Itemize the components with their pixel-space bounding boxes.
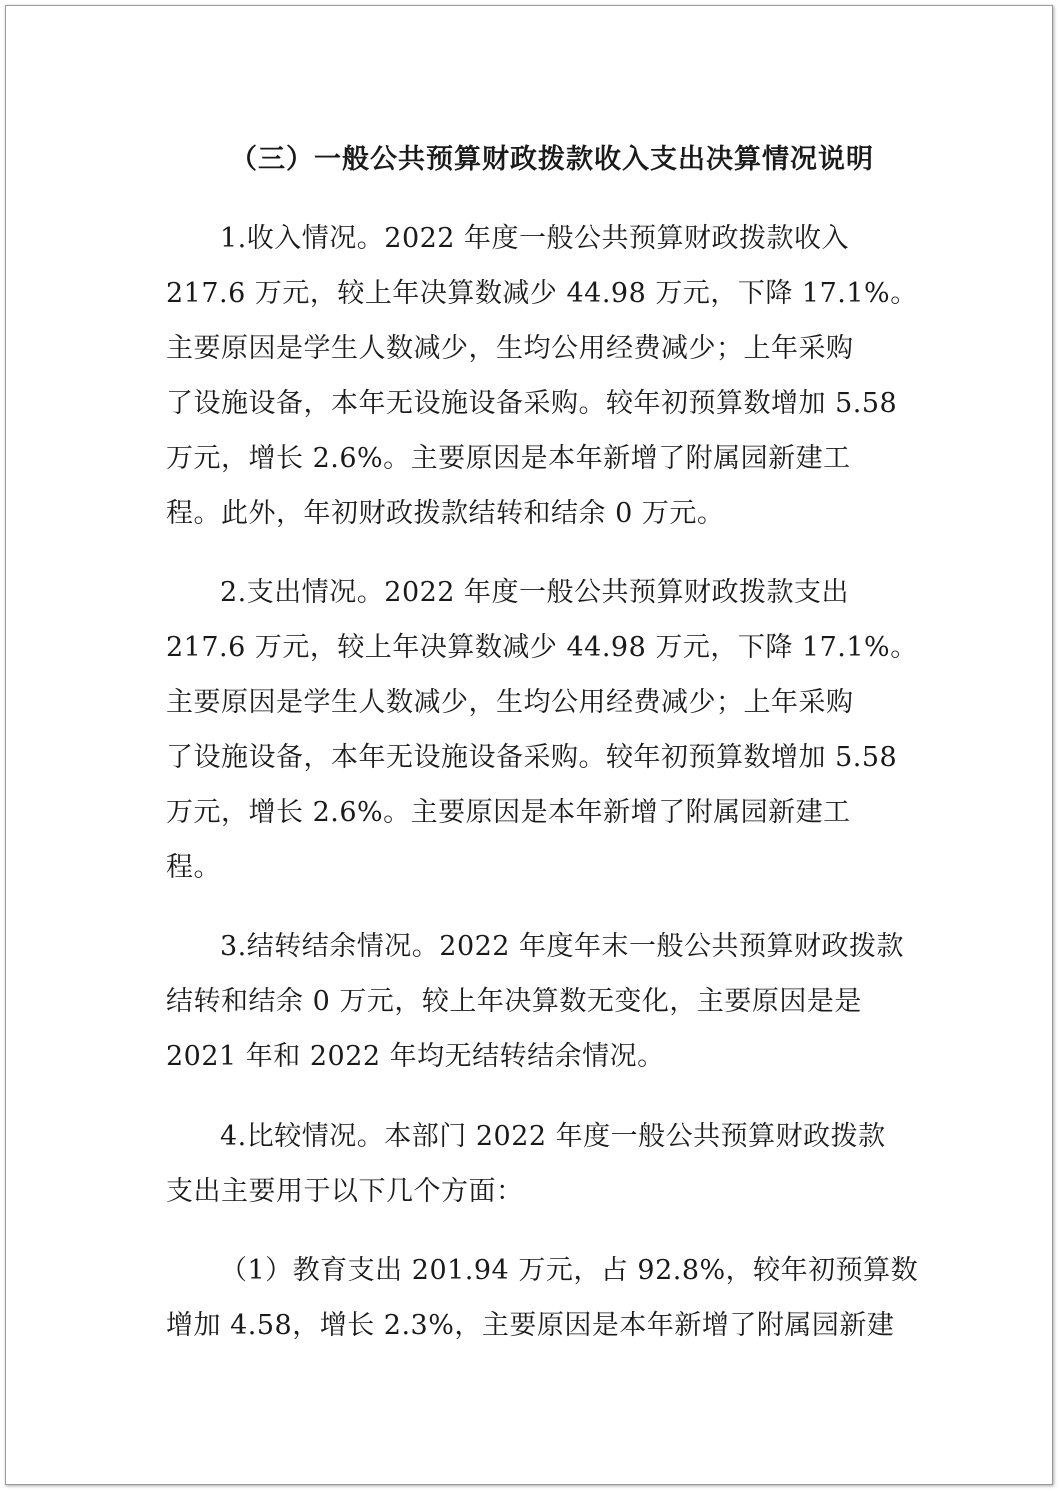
income-paragraph-line-6: 程。此外，年初财政拨款结转和结余 0 万元。 xyxy=(166,498,725,529)
carryover-paragraph-line-3: 2021 年和 2022 年均无结转结余情况。 xyxy=(166,1041,665,1072)
education-paragraph-line-1: （1）教育支出 201.94 万元，占 92.8%，较年初预算数 xyxy=(220,1255,919,1286)
income-paragraph-line-2: 217.6 万元，较上年决算数减少 44.98 万元，下降 17.1%。 xyxy=(166,278,918,309)
education-paragraph-line-2: 增加 4.58，增长 2.3%，主要原因是本年新增了附属园新建 xyxy=(166,1310,895,1341)
carryover-paragraph-line-2: 结转和结余 0 万元，较上年决算数无变化，主要原因是是 xyxy=(166,986,862,1017)
income-paragraph-line-4: 了设施设备，本年无设施设备采购。较年初预算数增加 5.58 xyxy=(166,388,898,419)
carryover-paragraph-line-1: 3.结转结余情况。2022 年度年末一般公共预算财政拨款 xyxy=(220,931,905,962)
comparison-paragraph-line-2: 支出主要用于以下几个方面： xyxy=(166,1176,524,1207)
comparison-paragraph-line-1: 4.比较情况。本部门 2022 年度一般公共预算财政拨款 xyxy=(220,1121,886,1152)
income-paragraph-line-3: 主要原因是学生人数减少，生均公用经费减少；上年采购 xyxy=(166,333,854,364)
section-heading: （三）一般公共预算财政拨款收入支出决算情况说明 xyxy=(230,144,874,175)
expense-paragraph-line-2: 217.6 万元，较上年决算数减少 44.98 万元，下降 17.1%。 xyxy=(166,632,918,663)
expense-paragraph-line-1: 2.支出情况。2022 年度一般公共预算财政拨款支出 xyxy=(220,577,850,608)
expense-paragraph-line-6: 程。 xyxy=(166,852,221,883)
expense-paragraph-line-3: 主要原因是学生人数减少，生均公用经费减少；上年采购 xyxy=(166,687,854,718)
income-paragraph-line-5: 万元，增长 2.6%。主要原因是本年新增了附属园新建工 xyxy=(166,443,851,474)
income-paragraph-line-1: 1.收入情况。2022 年度一般公共预算财政拨款收入 xyxy=(220,223,850,254)
expense-paragraph-line-5: 万元，增长 2.6%。主要原因是本年新增了附属园新建工 xyxy=(166,797,851,828)
expense-paragraph-line-4: 了设施设备，本年无设施设备采购。较年初预算数增加 5.58 xyxy=(166,742,898,773)
